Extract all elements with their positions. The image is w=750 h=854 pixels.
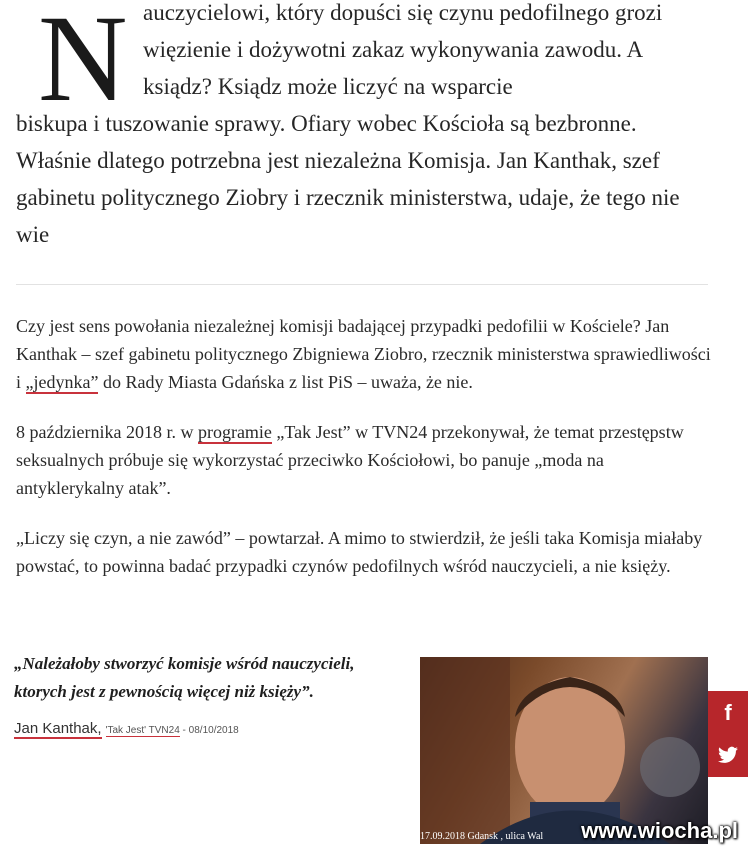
share-bar	[708, 691, 748, 777]
paragraph-text: „Tak Jest” w TVN24 przekonywał, że temat przestępstw seksualnych próbuje się wykorzystać przeciwko Kościołowi, bo panuje „moda na antyklerykalny atak”.	[16, 422, 684, 498]
facebook-icon[interactable]: f	[724, 700, 732, 725]
link-jedynka[interactable]: „jedynka”	[25, 372, 99, 392]
photo-illustration	[420, 657, 708, 844]
paragraph-text: do Rady Miasta Gdańska z list PiS – uważa, że nie.	[98, 372, 473, 392]
quote-source-link[interactable]: 'Tak Jest' TVN24	[105, 725, 180, 736]
quote-date: - 08/10/2018	[179, 725, 239, 736]
quote-citation	[14, 720, 399, 738]
pull-quote	[14, 650, 399, 738]
lead-first-lines: auczycielowi, który dopuści się czynu pedofilnego grozi więzienie i dożywotni zakaz wykonywania zawodu. A ksiądz? Ksiądz może liczyć na wsparcie	[143, 0, 663, 99]
divider	[16, 284, 708, 285]
link-programie[interactable]: programie	[197, 422, 272, 442]
watermark: www.wiocha.pl	[581, 818, 738, 843]
paragraph-1	[16, 312, 716, 396]
twitter-icon[interactable]	[708, 734, 748, 777]
photo-caption: 17.09.2018 Gdansk , ulica Wal	[420, 831, 544, 842]
quote-author[interactable]: Jan Kanthak,	[14, 720, 102, 737]
article-photo	[420, 657, 708, 844]
quote-text: „Należałoby stworzyć komisje wśród nauczycieli, ktorych jest z pewnością więcej niż księży”.	[14, 654, 355, 701]
drop-cap: N	[38, 0, 128, 127]
paragraph-text: 8 października 2018 r. w	[16, 422, 198, 442]
lead-rest: biskupa i tuszowanie sprawy. Ofiary wobec Kościoła są bezbronne. Właśnie dlatego potrzebna jest niezależna Komisja. Jan Kanthak, szef gabinetu politycznego Ziobry i rzecznik ministerstwa, udaje, że tego nie wie	[16, 111, 680, 247]
paragraph-3: „Liczy się czyn, a nie zawód” – powtarzał. A mimo to stwierdził, że jeśli taka Komisja miałaby powstać, to powinna badać przypadki czynów pedofilnych wśród nauczycieli, a nie księży.	[16, 528, 703, 576]
paragraph-text: Czy jest sens powołania niezależnej komisji badającej przypadki pedofilii w Kościele? Jan Kanthak – szef gabinetu politycznego Zbigniewa Ziobro, rzecznik ministerstwa sprawiedliwości i	[16, 316, 711, 392]
twitter-bird-glyph	[718, 746, 738, 764]
paragraph-2	[16, 418, 716, 502]
